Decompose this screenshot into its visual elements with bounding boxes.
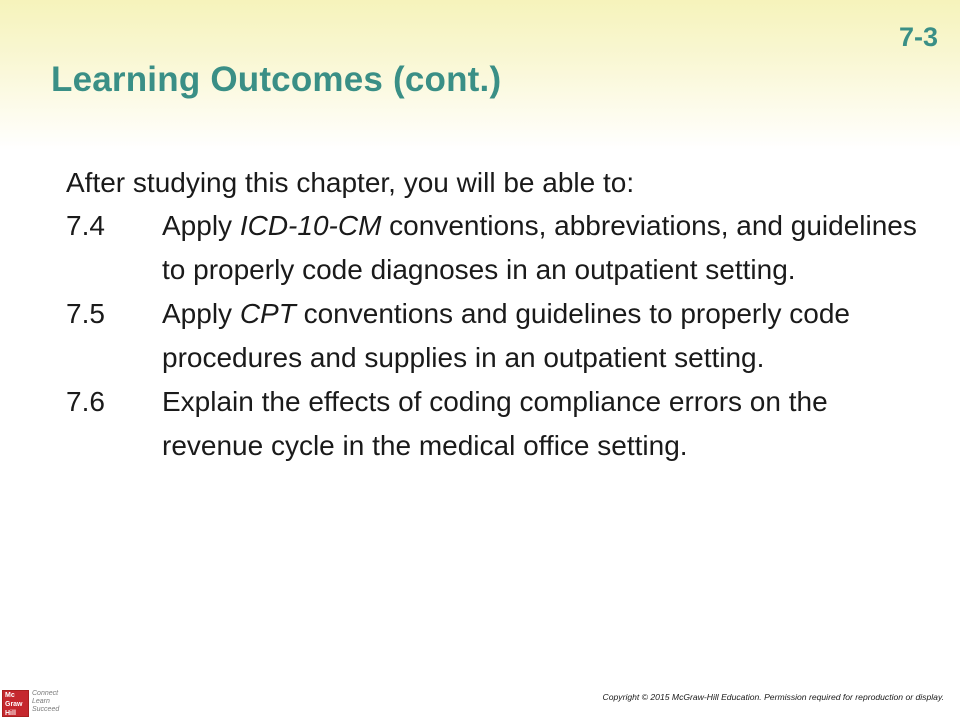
copyright-notice: Copyright © 2015 McGraw-Hill Education. Permission required for reproduction or display.	[602, 692, 944, 702]
slide-number: 7-3	[898, 22, 938, 52]
footer	[0, 680, 960, 720]
slide-content	[66, 165, 926, 468]
outcome-text	[162, 204, 926, 292]
logo-line: Mc	[5, 692, 15, 699]
tagline-line: Connect	[32, 690, 59, 697]
logo-line: Graw	[5, 701, 23, 708]
outcome-text-after: conventions and guidelines to properly code procedures and supplies in an outpatient setting.	[162, 298, 850, 373]
outcome-number: 7.4	[66, 210, 105, 241]
outcome-text	[162, 292, 926, 380]
logo-line: Hill	[5, 710, 16, 717]
outcome-text-before: Explain the effects of coding compliance errors on the revenue cycle in the medical office setting.	[162, 386, 828, 461]
tagline-line: Learn	[32, 698, 50, 705]
publisher-logo	[2, 690, 29, 717]
outcome-number: 7.6	[66, 386, 105, 417]
outcome-number: 7.5	[66, 298, 105, 329]
outcome-text-before: Apply	[162, 210, 240, 241]
slide-title: Learning Outcomes (cont.)	[51, 60, 502, 99]
learning-outcome	[66, 204, 926, 292]
publisher-tagline	[32, 690, 59, 714]
tagline-line: Succeed	[32, 706, 60, 713]
outcome-text-after: conventions, abbreviations, and guidelines to properly code diagnoses in an outpatient setting.	[162, 210, 917, 285]
outcome-text-before: Apply	[162, 298, 240, 329]
outcome-text	[162, 380, 926, 468]
outcome-text-italic: CPT	[239, 298, 296, 329]
outcome-text-italic: ICD-10-CM	[239, 210, 382, 241]
learning-outcome	[66, 292, 926, 380]
intro-text: After studying this chapter, you will be able to:	[66, 167, 635, 198]
learning-outcome	[66, 380, 926, 468]
